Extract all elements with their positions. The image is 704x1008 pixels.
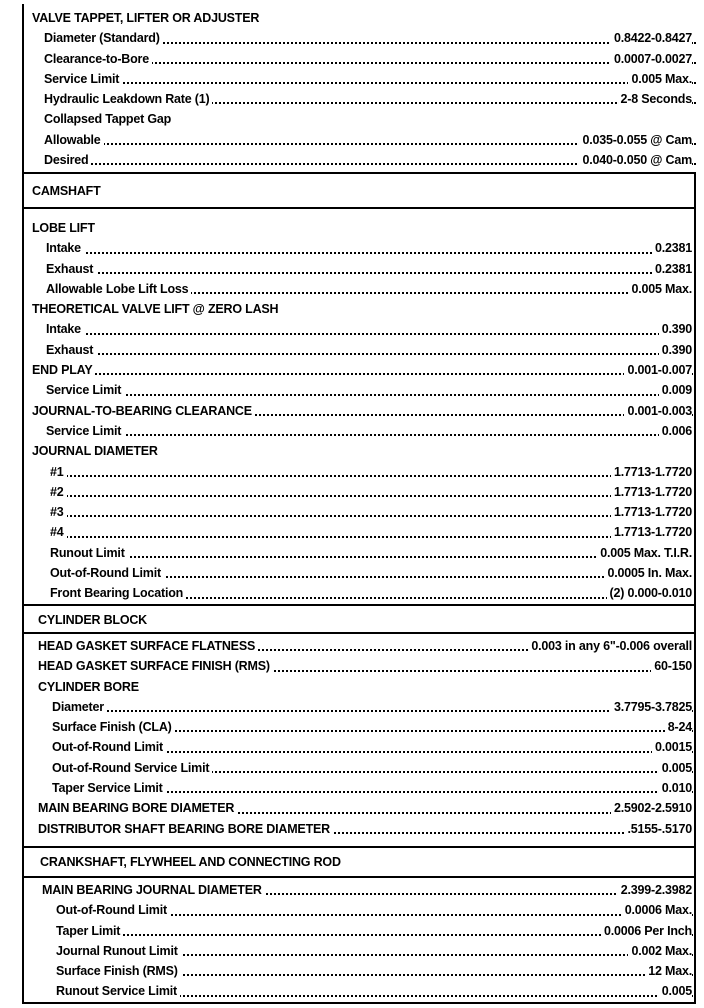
- spec-value: 0.040-0.050 @ Cam: [579, 150, 692, 170]
- spec-label: THEORETICAL VALVE LIFT @ ZERO LASH: [32, 299, 281, 319]
- spec-label: Front Bearing Location: [50, 583, 186, 603]
- spec-label: HEAD GASKET SURFACE FINISH (RMS): [38, 656, 273, 676]
- divider: [22, 846, 696, 848]
- spec-label: Out-of-Round Service Limit: [52, 758, 212, 778]
- spec-row: [22, 798, 696, 818]
- spec-value: 0.390: [659, 340, 692, 360]
- crankshaft-rows: [22, 880, 696, 1002]
- spec-label: Allowable: [44, 130, 104, 150]
- spec-row: [22, 49, 696, 69]
- spec-row: [22, 259, 696, 279]
- spec-row: [22, 218, 696, 238]
- spec-label: JOURNAL-TO-BEARING CLEARANCE: [32, 401, 255, 421]
- spec-value: 0.005: [659, 758, 692, 778]
- valve-rows: [22, 28, 696, 170]
- cylinder-rows: [22, 636, 696, 839]
- spec-label: #1: [50, 462, 67, 482]
- spec-row: [22, 319, 696, 339]
- spec-label: Journal Runout Limit: [56, 941, 181, 961]
- spec-label: CYLINDER BORE: [38, 677, 142, 697]
- spec-label: #4: [50, 522, 67, 542]
- spec-row: [22, 677, 696, 697]
- spec-label: Surface Finish (RMS): [56, 961, 181, 981]
- spec-value: 8-24: [665, 717, 692, 737]
- spec-row: [22, 28, 696, 48]
- spec-row: [22, 819, 696, 839]
- leader-dots: [46, 394, 696, 396]
- bottom-border: [22, 1002, 696, 1004]
- leader-dots: [46, 272, 696, 274]
- spec-row: [22, 130, 696, 150]
- spec-label: Service Limit: [44, 69, 122, 89]
- spec-value: 3.7795-3.7825: [611, 697, 692, 717]
- spec-value: 1.7713-1.7720: [611, 462, 692, 482]
- leader-dots: [50, 475, 696, 477]
- leader-dots: [52, 710, 696, 712]
- spec-label: LOBE LIFT: [32, 218, 98, 238]
- spec-row: [22, 656, 696, 676]
- spec-label: Out-of-Round Limit: [50, 563, 164, 583]
- spec-label: MAIN BEARING BORE DIAMETER: [38, 798, 237, 818]
- valve-section: [22, 8, 696, 170]
- spec-value: 0.003 in any 6"-0.006 overall: [528, 636, 692, 656]
- spec-label: Hydraulic Leakdown Rate (1): [44, 89, 212, 109]
- spec-label: Service Limit: [46, 380, 124, 400]
- spec-label: Allowable Lobe Lift Loss: [46, 279, 191, 299]
- spec-row: [22, 737, 696, 757]
- crankshaft-title: CRANKSHAFT, FLYWHEEL AND CONNECTING ROD: [40, 852, 344, 872]
- crankshaft-header: [22, 852, 696, 872]
- spec-row: [22, 758, 696, 778]
- spec-value: 0.2381: [652, 238, 692, 258]
- spec-value: 0.010: [659, 778, 692, 798]
- spec-row: [22, 150, 696, 170]
- spec-label: Out-of-Round Limit: [52, 737, 166, 757]
- spec-value: 0.390: [659, 319, 692, 339]
- spec-row: [22, 502, 696, 522]
- spec-row: [22, 522, 696, 542]
- spec-row: [22, 717, 696, 737]
- spec-row: [22, 583, 696, 603]
- spec-row: [22, 238, 696, 258]
- spec-label: Runout Limit: [50, 543, 128, 563]
- spec-row: [22, 941, 696, 961]
- spec-value: 0.0006 Max.: [622, 900, 692, 920]
- divider: [22, 604, 696, 606]
- spec-value: 1.7713-1.7720: [611, 482, 692, 502]
- spec-value: 0.035-0.055 @ Cam: [579, 130, 692, 150]
- spec-label: Exhaust: [46, 340, 96, 360]
- spec-row: [22, 360, 696, 380]
- spec-label: Diameter: [52, 697, 107, 717]
- spec-row: [22, 543, 696, 563]
- leader-dots: [46, 434, 696, 436]
- spec-row: [22, 421, 696, 441]
- spec-label: #2: [50, 482, 67, 502]
- spec-value: 0.001-0.007: [624, 360, 692, 380]
- spec-value: 0.0006 Per Inch: [601, 921, 692, 941]
- spec-value: 1.7713-1.7720: [611, 522, 692, 542]
- spec-label: Intake: [46, 238, 84, 258]
- spec-value: 0.8422-0.8427: [611, 28, 692, 48]
- cylinder-title: CYLINDER BLOCK: [38, 610, 150, 630]
- spec-row: [22, 880, 696, 900]
- camshaft-rows: [22, 218, 696, 604]
- spec-row: [22, 109, 696, 129]
- spec-row: [22, 961, 696, 981]
- divider: [22, 207, 696, 209]
- camshaft-header: [22, 181, 696, 201]
- spec-row: [22, 441, 696, 461]
- spec-row: [22, 462, 696, 482]
- spec-row: [22, 981, 696, 1001]
- spec-row: [22, 299, 696, 319]
- divider: [22, 876, 696, 878]
- spec-value: 2-8 Seconds: [618, 89, 692, 109]
- spec-value: .5155-.5170: [624, 819, 692, 839]
- spec-label: Runout Service Limit: [56, 981, 180, 1001]
- spec-label: Clearance-to-Bore: [44, 49, 152, 69]
- spec-label: DISTRIBUTOR SHAFT BEARING BORE DIAMETER: [38, 819, 333, 839]
- spec-label: Intake: [46, 319, 84, 339]
- cylinder-header: [22, 610, 696, 630]
- spec-label: END PLAY: [32, 360, 95, 380]
- spec-label: Service Limit: [46, 421, 124, 441]
- spec-value: 0.005 Max.: [628, 69, 692, 89]
- spec-value: 60-150: [651, 656, 692, 676]
- spec-label: #3: [50, 502, 67, 522]
- spec-label: Taper Service Limit: [52, 778, 166, 798]
- spec-row: [22, 921, 696, 941]
- spec-row: [22, 636, 696, 656]
- spec-value: 0.002 Max.: [628, 941, 692, 961]
- spec-value: 0.0005 In. Max.: [604, 563, 692, 583]
- spec-label: Out-of-Round Limit: [56, 900, 170, 920]
- spec-value: 0.006: [659, 421, 692, 441]
- spec-row: [22, 563, 696, 583]
- spec-value: 0.2381: [652, 259, 692, 279]
- spec-label: Exhaust: [46, 259, 96, 279]
- leader-dots: [44, 82, 696, 84]
- spec-row: [22, 89, 696, 109]
- leader-dots: [46, 252, 696, 254]
- spec-value: 2.399-2.3982: [618, 880, 692, 900]
- spec-label: HEAD GASKET SURFACE FLATNESS: [38, 636, 258, 656]
- camshaft-section: [22, 218, 696, 604]
- spec-value: 0.005: [659, 981, 692, 1001]
- spec-value: 0.009: [659, 380, 692, 400]
- spec-value: 0.0007-0.0027: [611, 49, 692, 69]
- spec-value: 1.7713-1.7720: [611, 502, 692, 522]
- spec-value: 0.005 Max. T.I.R.: [597, 543, 692, 563]
- spec-row: [22, 380, 696, 400]
- spec-value: 2.5902-2.5910: [611, 798, 692, 818]
- spec-row: [22, 401, 696, 421]
- spec-value: (2) 0.000-0.010: [607, 583, 692, 603]
- divider: [22, 632, 696, 634]
- spec-row: [22, 340, 696, 360]
- divider: [22, 172, 696, 174]
- spec-row: [22, 279, 696, 299]
- cylinder-section: [22, 636, 696, 839]
- valve-title: VALVE TAPPET, LIFTER OR ADJUSTER: [22, 8, 696, 28]
- leader-dots: [46, 333, 696, 335]
- spec-label: Surface Finish (CLA): [52, 717, 175, 737]
- spec-row: [22, 900, 696, 920]
- camshaft-title: CAMSHAFT: [32, 181, 104, 201]
- spec-value: 0.005 Max.: [628, 279, 692, 299]
- spec-label: Diameter (Standard): [44, 28, 163, 48]
- spec-label: Taper Limit: [56, 921, 123, 941]
- spec-row: [22, 482, 696, 502]
- spec-row: [22, 697, 696, 717]
- leader-dots: [46, 353, 696, 355]
- leader-dots: [32, 373, 696, 375]
- spec-value: 12 Max.: [645, 961, 692, 981]
- leader-dots: [50, 495, 696, 497]
- crankshaft-section: [22, 880, 696, 1002]
- spec-page: [22, 4, 696, 1004]
- leader-dots: [50, 515, 696, 517]
- spec-label: JOURNAL DIAMETER: [32, 441, 161, 461]
- spec-value: 0.001-0.003: [624, 401, 692, 421]
- spec-label: Collapsed Tappet Gap: [44, 109, 174, 129]
- spec-row: [22, 69, 696, 89]
- spec-label: MAIN BEARING JOURNAL DIAMETER: [42, 880, 265, 900]
- spec-value: 0.0015: [652, 737, 692, 757]
- spec-label: Desired: [44, 150, 91, 170]
- spec-row: [22, 778, 696, 798]
- leader-dots: [50, 536, 696, 538]
